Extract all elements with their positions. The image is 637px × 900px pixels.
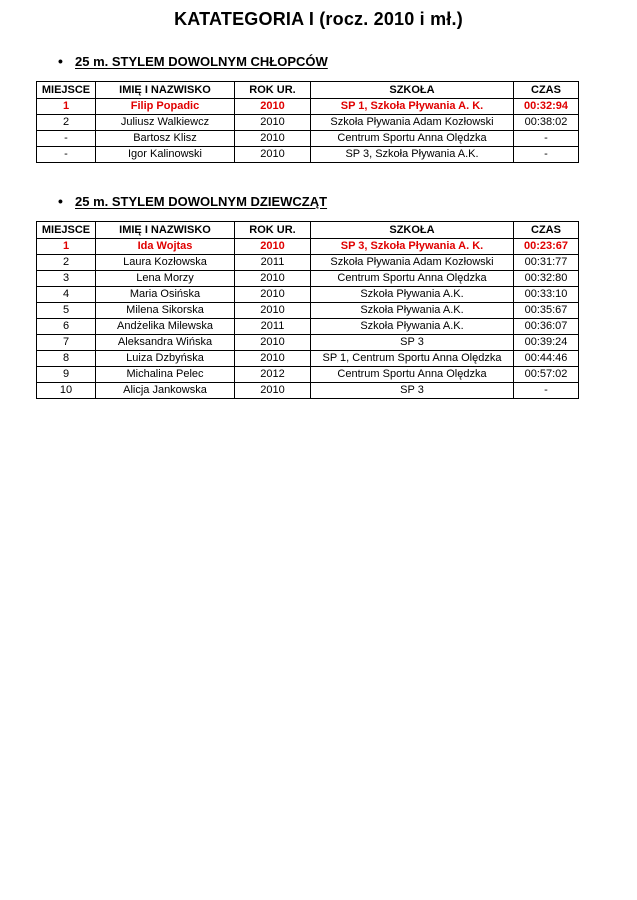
table-cell: 2010 xyxy=(235,147,311,163)
table-cell: Bartosz Klisz xyxy=(96,131,235,147)
table-row xyxy=(37,383,579,399)
bullet-icon: • xyxy=(58,193,63,209)
table-cell: Lena Morzy xyxy=(96,271,235,287)
table-row xyxy=(37,335,579,351)
table-header-row xyxy=(37,82,579,99)
table-header-row xyxy=(37,222,579,239)
table-cell: Szkoła Pływania A.K. xyxy=(311,303,514,319)
table-cell: 5 xyxy=(37,303,96,319)
table-header-row xyxy=(37,82,579,99)
table-cell: Szkoła Pływania A.K. xyxy=(311,319,514,335)
table-cell: 2010 xyxy=(235,239,311,255)
table-row xyxy=(37,271,579,287)
table-row xyxy=(37,255,579,271)
section-heading xyxy=(58,55,637,69)
table-row xyxy=(37,131,579,147)
table-cell: 00:57:02 xyxy=(514,367,579,383)
table-cell: 2012 xyxy=(235,367,311,383)
table-cell: Centrum Sportu Anna Olędzka xyxy=(311,131,514,147)
table-cell: 9 xyxy=(37,367,96,383)
table-cell: 8 xyxy=(37,351,96,367)
page-title: KATATEGORIA I (rocz. 2010 i mł.) xyxy=(174,9,463,29)
table-row xyxy=(37,99,579,115)
table-row xyxy=(37,115,579,131)
table-cell: Igor Kalinowski xyxy=(96,147,235,163)
bullet-icon: • xyxy=(58,53,63,69)
results-table-girls xyxy=(36,221,579,399)
section-heading-list xyxy=(0,55,637,69)
column-header: ROK UR. xyxy=(235,82,311,99)
column-header: CZAS xyxy=(514,222,579,239)
table-cell: 10 xyxy=(37,383,96,399)
table-cell: 00:39:24 xyxy=(514,335,579,351)
table-row xyxy=(37,239,579,255)
table-cell: SP 3, Szkoła Pływania A. K. xyxy=(311,239,514,255)
section-heading-list xyxy=(0,195,637,209)
table-cell: Ida Wojtas xyxy=(96,239,235,255)
table-cell: 00:35:67 xyxy=(514,303,579,319)
table-cell: Maria Osińska xyxy=(96,287,235,303)
table-cell: 2010 xyxy=(235,303,311,319)
table-cell: - xyxy=(37,147,96,163)
section-heading-text: 25 m. STYLEM DOWOLNYM CHŁOPCÓW xyxy=(75,54,328,69)
table-cell: Centrum Sportu Anna Olędzka xyxy=(311,367,514,383)
results-table-boys xyxy=(36,81,579,163)
table-cell: 1 xyxy=(37,239,96,255)
table-cell: Juliusz Walkiewcz xyxy=(96,115,235,131)
table-cell: - xyxy=(514,131,579,147)
table-cell: SP 1, Centrum Sportu Anna Olędzka xyxy=(311,351,514,367)
table-cell: Szkoła Pływania Adam Kozłowski xyxy=(311,115,514,131)
table-body xyxy=(37,239,579,399)
table-cell: 00:33:10 xyxy=(514,287,579,303)
table-cell: 3 xyxy=(37,271,96,287)
table-cell: Centrum Sportu Anna Olędzka xyxy=(311,271,514,287)
table-cell: 2011 xyxy=(235,255,311,271)
table-cell: 00:44:46 xyxy=(514,351,579,367)
table-cell: 2010 xyxy=(235,335,311,351)
table-cell: - xyxy=(37,131,96,147)
table-row xyxy=(37,351,579,367)
table-cell: Luiza Dzbyńska xyxy=(96,351,235,367)
table-cell: SP 1, Szkoła Pływania A. K. xyxy=(311,99,514,115)
column-header: IMIĘ I NAZWISKO xyxy=(96,222,235,239)
column-header: SZKOŁA xyxy=(311,222,514,239)
table-row xyxy=(37,303,579,319)
table-cell: 2010 xyxy=(235,351,311,367)
table-cell: 2010 xyxy=(235,99,311,115)
column-header: CZAS xyxy=(514,82,579,99)
table-cell: 2010 xyxy=(235,287,311,303)
table-cell: Aleksandra Wińska xyxy=(96,335,235,351)
column-header: ROK UR. xyxy=(235,222,311,239)
column-header: MIEJSCE xyxy=(37,222,96,239)
table-cell: 00:32:80 xyxy=(514,271,579,287)
table-row xyxy=(37,287,579,303)
table-row xyxy=(37,147,579,163)
table-cell: 1 xyxy=(37,99,96,115)
table-cell: 4 xyxy=(37,287,96,303)
table-cell: 00:38:02 xyxy=(514,115,579,131)
table-cell: Michalina Pelec xyxy=(96,367,235,383)
table-cell: 2010 xyxy=(235,383,311,399)
section-boys-freestyle xyxy=(0,55,637,163)
table-cell: SP 3, Szkoła Pływania A.K. xyxy=(311,147,514,163)
column-header: IMIĘ I NAZWISKO xyxy=(96,82,235,99)
section-heading-text: 25 m. STYLEM DOWOLNYM DZIEWCZĄT xyxy=(75,194,328,209)
table-body xyxy=(37,99,579,163)
table-cell: SP 3 xyxy=(311,383,514,399)
table-row xyxy=(37,319,579,335)
table-header-row xyxy=(37,222,579,239)
column-header: SZKOŁA xyxy=(311,82,514,99)
table-cell: 6 xyxy=(37,319,96,335)
table-cell: Szkoła Pływania A.K. xyxy=(311,287,514,303)
table-cell: 00:32:94 xyxy=(514,99,579,115)
table-cell: 00:36:07 xyxy=(514,319,579,335)
table-cell: Laura Kozłowska xyxy=(96,255,235,271)
table-cell: - xyxy=(514,147,579,163)
table-cell: Andżelika Milewska xyxy=(96,319,235,335)
section-girls-freestyle xyxy=(0,195,637,399)
table-cell: 7 xyxy=(37,335,96,351)
table-cell: 00:31:77 xyxy=(514,255,579,271)
section-heading xyxy=(58,195,637,209)
table-row xyxy=(37,367,579,383)
table-cell: 2010 xyxy=(235,115,311,131)
column-header: MIEJSCE xyxy=(37,82,96,99)
table-cell: Filip Popadic xyxy=(96,99,235,115)
table-cell: Milena Sikorska xyxy=(96,303,235,319)
table-cell: SP 3 xyxy=(311,335,514,351)
table-cell: 2010 xyxy=(235,271,311,287)
table-cell: 2 xyxy=(37,115,96,131)
table-cell: - xyxy=(514,383,579,399)
table-cell: 2 xyxy=(37,255,96,271)
table-cell: 2010 xyxy=(235,131,311,147)
table-cell: Alicja Jankowska xyxy=(96,383,235,399)
table-cell: 00:23:67 xyxy=(514,239,579,255)
table-cell: 2011 xyxy=(235,319,311,335)
table-cell: Szkoła Pływania Adam Kozłowski xyxy=(311,255,514,271)
